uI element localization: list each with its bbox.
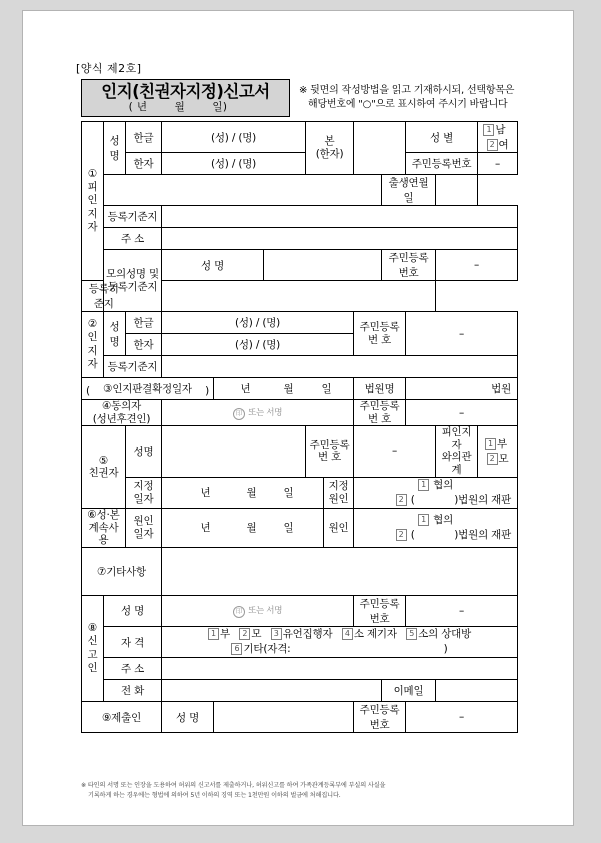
section5-cause-option-2 xyxy=(356,493,515,508)
section1-mother-name-label: 성 명 xyxy=(162,250,264,281)
section8-rrn-input[interactable]: – xyxy=(406,595,518,626)
cause-option-1-label: 협의 xyxy=(433,478,454,491)
section1-hanja-label: 한자 xyxy=(126,153,162,175)
section3-month: 월 xyxy=(283,383,294,395)
section5-name-label: 성명 xyxy=(126,426,162,477)
gender-option-2-number: 2 xyxy=(487,139,498,151)
section1-gender-options[interactable] xyxy=(478,122,518,153)
qual-option-6-close: ) xyxy=(443,643,448,655)
section8-signature-text: 또는 서명 xyxy=(248,605,283,616)
section5-rrn-input[interactable]: – xyxy=(354,426,436,477)
cause-option-2-open: ( xyxy=(410,493,415,506)
section1-vertical-label: ① 피 인 지 자 xyxy=(82,122,104,281)
section1-mother-rrn-input[interactable]: – xyxy=(436,250,518,281)
section5-desig-date-input[interactable] xyxy=(162,477,324,508)
form-page xyxy=(22,10,574,826)
table-row xyxy=(82,312,518,334)
section6-cause-option-1-number: 1 xyxy=(418,514,429,526)
section3-year: 년 xyxy=(240,383,251,395)
section5-label: ⑤ 친권자 xyxy=(82,426,126,509)
table-row xyxy=(82,153,518,175)
qual-option-3-label: 유언집행자 xyxy=(282,627,333,640)
section8-phone-label: 전 화 xyxy=(104,680,162,702)
section1-mother-registry-input[interactable] xyxy=(162,281,436,312)
section6-label: ⑥성·본 계속사용 xyxy=(82,509,126,548)
section1-bon-label: 본 (한자) xyxy=(306,122,354,175)
cause-option-1-number: 1 xyxy=(418,479,429,491)
seal-icon: 印 xyxy=(233,408,245,420)
section4-rrn-label: 주민등록 번 호 xyxy=(354,400,406,426)
footnote-line-1: ※ 타인의 서명 또는 인장을 도용하여 허위의 신고서를 제출하거나, 허위신고를 하여 가족관계등록부에 부실의 사실을 xyxy=(81,782,386,789)
section3-court-input[interactable]: 법원 xyxy=(406,378,518,400)
section1-mother-rrn-label: 주민등록번호 xyxy=(382,250,436,281)
section4-signature-text: 또는 서명 xyxy=(248,407,283,418)
section8-vertical-label: ⑧ 신 고 인 xyxy=(82,595,104,701)
section8-address-input[interactable] xyxy=(162,658,518,680)
registry-form-table xyxy=(81,121,518,733)
section1-address-label: 주 소 xyxy=(104,228,162,250)
table-row xyxy=(82,356,518,378)
section1-registry-input[interactable] xyxy=(162,206,518,228)
section5-desig-cause-label: 지정 원인 xyxy=(324,477,354,508)
section7-label: ⑦기타사항 xyxy=(82,547,162,595)
cause-option-2-close: )법원의 재판 xyxy=(454,493,512,506)
section1-namearea-filler xyxy=(104,175,382,206)
section8-name-label: 성 명 xyxy=(104,595,162,626)
instruction-line-2: 해당번호에 "○"으로 표시하여 주시기 바랍니다 xyxy=(308,99,508,110)
section1-address-input[interactable] xyxy=(162,228,518,250)
section7-input[interactable] xyxy=(162,547,518,595)
section6-year: 년 xyxy=(200,522,211,535)
table-row xyxy=(82,595,518,626)
section3-date-input[interactable] xyxy=(214,378,354,400)
form-instructions xyxy=(290,79,517,117)
section1-gender-label: 성 별 xyxy=(406,122,478,153)
section9-label: ⑨제출인 xyxy=(82,702,162,733)
title-month: 월 xyxy=(174,101,186,114)
section2-name-label: 성명 xyxy=(104,312,126,356)
title-paren-open: ( xyxy=(128,101,134,114)
qual-option-2-number: 2 xyxy=(239,628,250,640)
form-number: [양식 제2호] xyxy=(76,62,142,75)
cause-option-2-number: 2 xyxy=(396,494,407,506)
section2-rrn-input[interactable]: – xyxy=(406,312,518,356)
section4-rrn-input[interactable]: – xyxy=(406,400,518,426)
section8-address-label: 주 소 xyxy=(104,658,162,680)
section2-hanja-input[interactable]: (성) / (명) xyxy=(162,334,354,356)
section8-qual-row-2 xyxy=(164,642,515,657)
section6-cause-date-label: 원인 일자 xyxy=(126,509,162,548)
section6-cause-option-1-label: 협의 xyxy=(433,513,454,526)
section4-signature-input[interactable] xyxy=(162,400,354,426)
section6-cause-option-2-number: 2 xyxy=(396,529,407,541)
section5-desig-date-label: 지정 일자 xyxy=(126,477,162,508)
table-row xyxy=(82,175,518,206)
section4-label: ④동의자 (성년후견인) xyxy=(82,400,162,426)
section1-hangul-input[interactable]: (성) / (명) xyxy=(162,122,306,153)
section6-cause-option-1 xyxy=(356,513,515,528)
section6-month: 월 xyxy=(246,522,257,535)
footnote-line-2: 기록하게 하는 경우에는 형법에 의하여 5년 이하의 징역 또는 1천만원 이하의 벌금에 처해집니다. xyxy=(88,791,341,799)
section2-vertical-label: ② 인 지 자 xyxy=(82,312,104,378)
relation-option-2-label: 모 xyxy=(498,453,509,466)
section3-paren-close: ) xyxy=(205,385,209,397)
section2-hanja-label: 한자 xyxy=(126,334,162,356)
qual-option-1-label: 부 xyxy=(219,627,230,640)
section2-hangul-label: 한글 xyxy=(126,312,162,334)
qual-option-5-number: 5 xyxy=(406,628,417,640)
table-row xyxy=(82,426,518,477)
section6-cause-options[interactable] xyxy=(354,509,518,548)
section2-hangul-input[interactable]: (성) / (명) xyxy=(162,312,354,334)
section5-cause-option-1 xyxy=(356,478,515,493)
section3-paren-open: ( xyxy=(86,385,90,397)
section8-rrn-label: 주민등록번호 xyxy=(354,595,406,626)
section8-email-input[interactable] xyxy=(436,680,518,702)
qual-option-6-label: 기타(자격: xyxy=(243,643,291,655)
form-title: 인지(친권자지정)신고서 xyxy=(101,81,270,101)
section2-rrn-label: 주민등록 번 호 xyxy=(354,312,406,356)
section1-mother-name-input[interactable] xyxy=(264,250,382,281)
gender-option-2-label: 여 xyxy=(498,139,509,151)
table-row xyxy=(82,378,518,400)
section5-relation-options[interactable] xyxy=(478,426,518,477)
section1-rrn-label: 주민등록번호 xyxy=(406,153,478,175)
qual-option-3-number: 3 xyxy=(271,628,282,640)
qual-option-5-label: 소의 상대방 xyxy=(418,627,472,640)
table-row xyxy=(82,658,518,680)
qual-option-4-number: 4 xyxy=(342,628,353,640)
section9-rrn-label: 주민등록번호 xyxy=(354,702,406,733)
section2-registry-label: 등록기준지 xyxy=(104,356,162,378)
seal-icon: 印 xyxy=(233,606,245,618)
table-row xyxy=(82,477,518,508)
section8-phone-input[interactable] xyxy=(162,680,382,702)
title-year: 년 xyxy=(136,101,148,114)
section1-hangul-label: 한글 xyxy=(126,122,162,153)
section6-cause-option-2-open: ( xyxy=(410,528,415,541)
section3-label: ③인지판결확정일자 xyxy=(103,383,192,395)
section3-court-label: 법원명 xyxy=(354,378,406,400)
section5-relation-label: 피인지자 와의관계 xyxy=(436,426,478,477)
section6-cause-label: 원인 xyxy=(324,509,354,548)
section9-name-input[interactable] xyxy=(214,702,354,733)
section1-name-label: 성명 xyxy=(104,122,126,175)
qual-option-1-number: 1 xyxy=(208,628,219,640)
section5-rrn-label: 주민등록 번 호 xyxy=(306,426,354,477)
section1-mother-label: 모의성명 및 등록기준지 xyxy=(104,250,162,312)
relation-option-1-label: 부 xyxy=(496,438,507,451)
section3-label-cell xyxy=(82,378,214,400)
section5-day: 일 xyxy=(283,487,294,500)
section8-email-label: 이메일 xyxy=(382,680,436,702)
section6-day: 일 xyxy=(283,522,294,535)
table-row xyxy=(82,547,518,595)
gender-option-1-number: 1 xyxy=(483,124,494,136)
section9-rrn-input[interactable]: – xyxy=(406,702,518,733)
section1-birth-input[interactable] xyxy=(436,175,478,206)
qual-option-6-number: 6 xyxy=(231,643,242,655)
table-row xyxy=(82,680,518,702)
table-row xyxy=(82,702,518,733)
section1-bon-input[interactable] xyxy=(354,122,406,175)
table-row xyxy=(82,250,518,281)
section6-cause-date-input[interactable] xyxy=(162,509,324,548)
section1-hanja-input[interactable]: (성) / (명) xyxy=(162,153,306,175)
section5-name-input[interactable] xyxy=(162,426,306,477)
table-row xyxy=(82,400,518,426)
relation-option-2-number: 2 xyxy=(487,453,498,465)
table-row xyxy=(82,626,518,657)
table-row xyxy=(82,122,518,153)
section6-cause-option-2 xyxy=(356,528,515,543)
form-title-box xyxy=(81,79,290,117)
section9-name-label: 성 명 xyxy=(162,702,214,733)
section6-cause-option-2-close: )법원의 재판 xyxy=(454,528,512,541)
section1-rrn-input[interactable]: – xyxy=(478,153,518,175)
section5-cause-options[interactable] xyxy=(354,477,518,508)
table-row xyxy=(82,228,518,250)
section2-registry-input[interactable] xyxy=(162,356,518,378)
form-header xyxy=(81,79,517,117)
instruction-line-1: ※ 뒷면의 작성방법을 읽고 기재하시되, 선택항목은 xyxy=(299,84,515,96)
section3-day: 일 xyxy=(321,383,332,395)
qual-option-4-label: 소 제기자 xyxy=(353,627,397,640)
gender-option-1-label: 남 xyxy=(495,124,506,136)
table-row xyxy=(82,509,518,548)
section1-registry-label: 등록기준지 xyxy=(104,206,162,228)
section1-birth-label: 출생연월일 xyxy=(382,175,436,206)
title-day: 일) xyxy=(212,101,228,114)
form-title-date xyxy=(129,101,243,113)
section5-month: 월 xyxy=(246,487,257,500)
qual-option-2-label: 모 xyxy=(251,627,262,640)
section8-name-input[interactable] xyxy=(162,595,354,626)
section8-qual-label: 자 격 xyxy=(104,626,162,657)
form-footnote xyxy=(81,781,521,801)
section8-qual-row-1 xyxy=(164,627,515,642)
section1-mother-registry-label: 등록기준지 xyxy=(82,281,126,312)
section8-qual-options[interactable] xyxy=(162,626,518,657)
section5-year: 년 xyxy=(200,487,211,500)
table-row xyxy=(82,206,518,228)
relation-option-1-number: 1 xyxy=(485,438,496,450)
